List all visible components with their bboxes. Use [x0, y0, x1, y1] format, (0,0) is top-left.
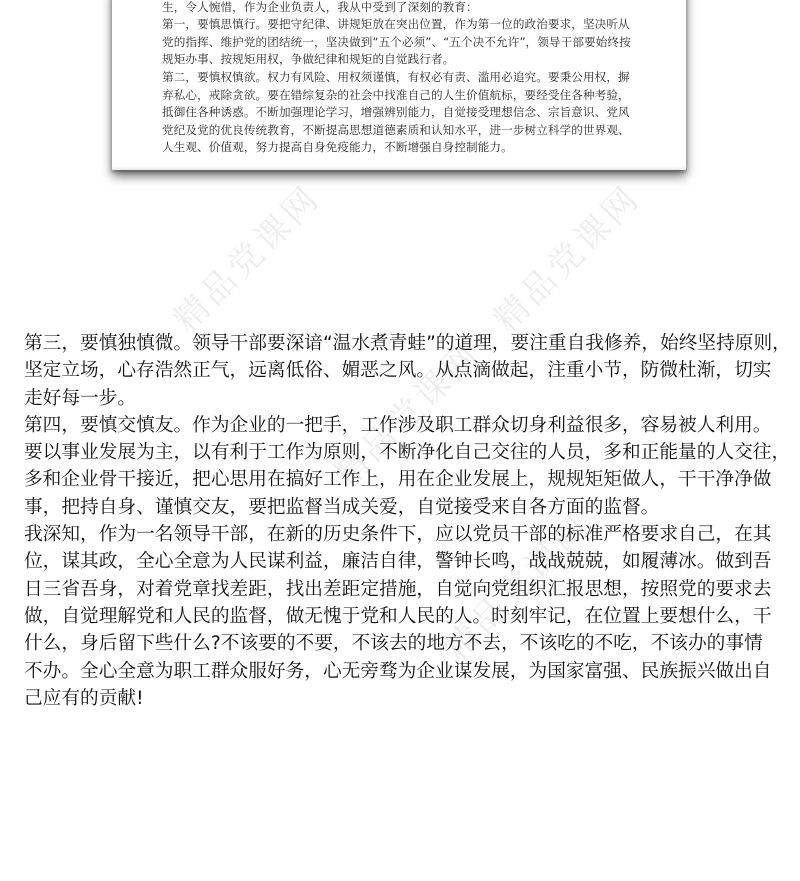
article-line: 坚定立场，心存浩然正气，远离低俗、媚恶之风。从点滴做起，注重小节，防微杜渐，切实 — [24, 360, 772, 382]
doc-line: 党的指挥、维护党的团结统一，坚决做到“五个必须”、“五个决不允许”，领导干部要始终按 — [162, 34, 631, 49]
article-line: 不办。全心全意为职工群众服好务，心无旁骛为企业谋发展，为国家富强、民族振兴做出自 — [24, 660, 772, 682]
watermark: 精品党课网 — [486, 177, 649, 341]
doc-line: 第一，要慎思慎行。要把守纪律、讲规矩放在突出位置，作为第一位的政治要求，坚决听从 — [162, 17, 630, 32]
doc-line: 弃私心，戒除贪欲。要在错综复杂的社会中找准自己的人生价值航标，要经受住各种考验， — [162, 87, 630, 102]
article-line: 做，自觉理解党和人民的监督，做无愧于党和人民的人。时刻牢记，在位置上要想什么，干 — [24, 605, 772, 627]
watermark: 精品党课网 — [166, 177, 329, 341]
article-body — [24, 330, 791, 712]
doc-line: 人生观、价值观，努力提高自身免疫能力，不断增强自身控制能力。 — [162, 140, 513, 155]
article-line: 位，谋其政，全心全意为人民谋利益，廉洁自律，警钟长鸣，战战兢兢，如履薄冰。做到吾 — [24, 551, 772, 573]
article-line: 走好每一步。 — [24, 387, 137, 409]
doc-line: 抵御住各种诱惑。不断加强理论学习，增强辨别能力，自觉接受理想信念、宗旨意识、党风 — [162, 105, 630, 120]
article-line: 什么，身后留下些什么?不该要的不要，不该去的地方不去，不该吃的不吃，不该办的事情 — [24, 633, 763, 655]
doc-line: 第二，要慎权慎欲。权力有风险、用权须谨慎，有权必有责、滥用必追究。要秉公用权，摒 — [162, 69, 630, 84]
watermark: 精品党课网 — [436, 505, 599, 669]
article-line: 事，把持自身、谨慎交友，要把监督当成关爱，自觉接受来自各方面的监督。 — [24, 496, 660, 518]
article-line: 日三省吾身，对着党章找差距，找出差距定措施，自觉向党组织汇报思想，按照党的要求去 — [24, 578, 772, 600]
doc-line: 党纪及党的优良传统教育，不断提高思想道德素质和认知水平，进一步树立科学的世界观、 — [162, 122, 630, 137]
doc-line: 规矩办事、按规矩用权，争做纪律和规矩的自觉践行者。 — [162, 52, 455, 67]
article-line: 第四，要慎交慎友。作为企业的一把手，工作涉及职工群众切身利益很多，容易被人利用。 — [24, 414, 772, 436]
article-line: 己应有的贡献! — [24, 687, 144, 709]
document-page-text — [162, 0, 652, 157]
article-line: 要以事业发展为主，以有利于工作为原则，不断净化自己交往的人员，多和正能量的人交往， — [24, 442, 791, 464]
doc-line: 生，令人惋惜，作为企业负责人，我从中受到了深刻的教育： — [162, 0, 478, 14]
document-page-preview — [112, 0, 686, 170]
article-line: 第三，要慎独慎微。领导干部要深谙“温水煮青蛙”的道理，要注重自我修养，始终坚持原则， — [24, 333, 791, 354]
article-line: 多和企业骨干接近，把心思用在搞好工作上，用在企业发展上，规规矩矩做人，干干净净做 — [24, 469, 772, 491]
watermark: 精品党课网 — [326, 333, 489, 497]
article-line: 我深知，作为一名领导干部，在新的历史条件下，应以党员干部的标准严格要求自己，在其 — [24, 524, 772, 546]
